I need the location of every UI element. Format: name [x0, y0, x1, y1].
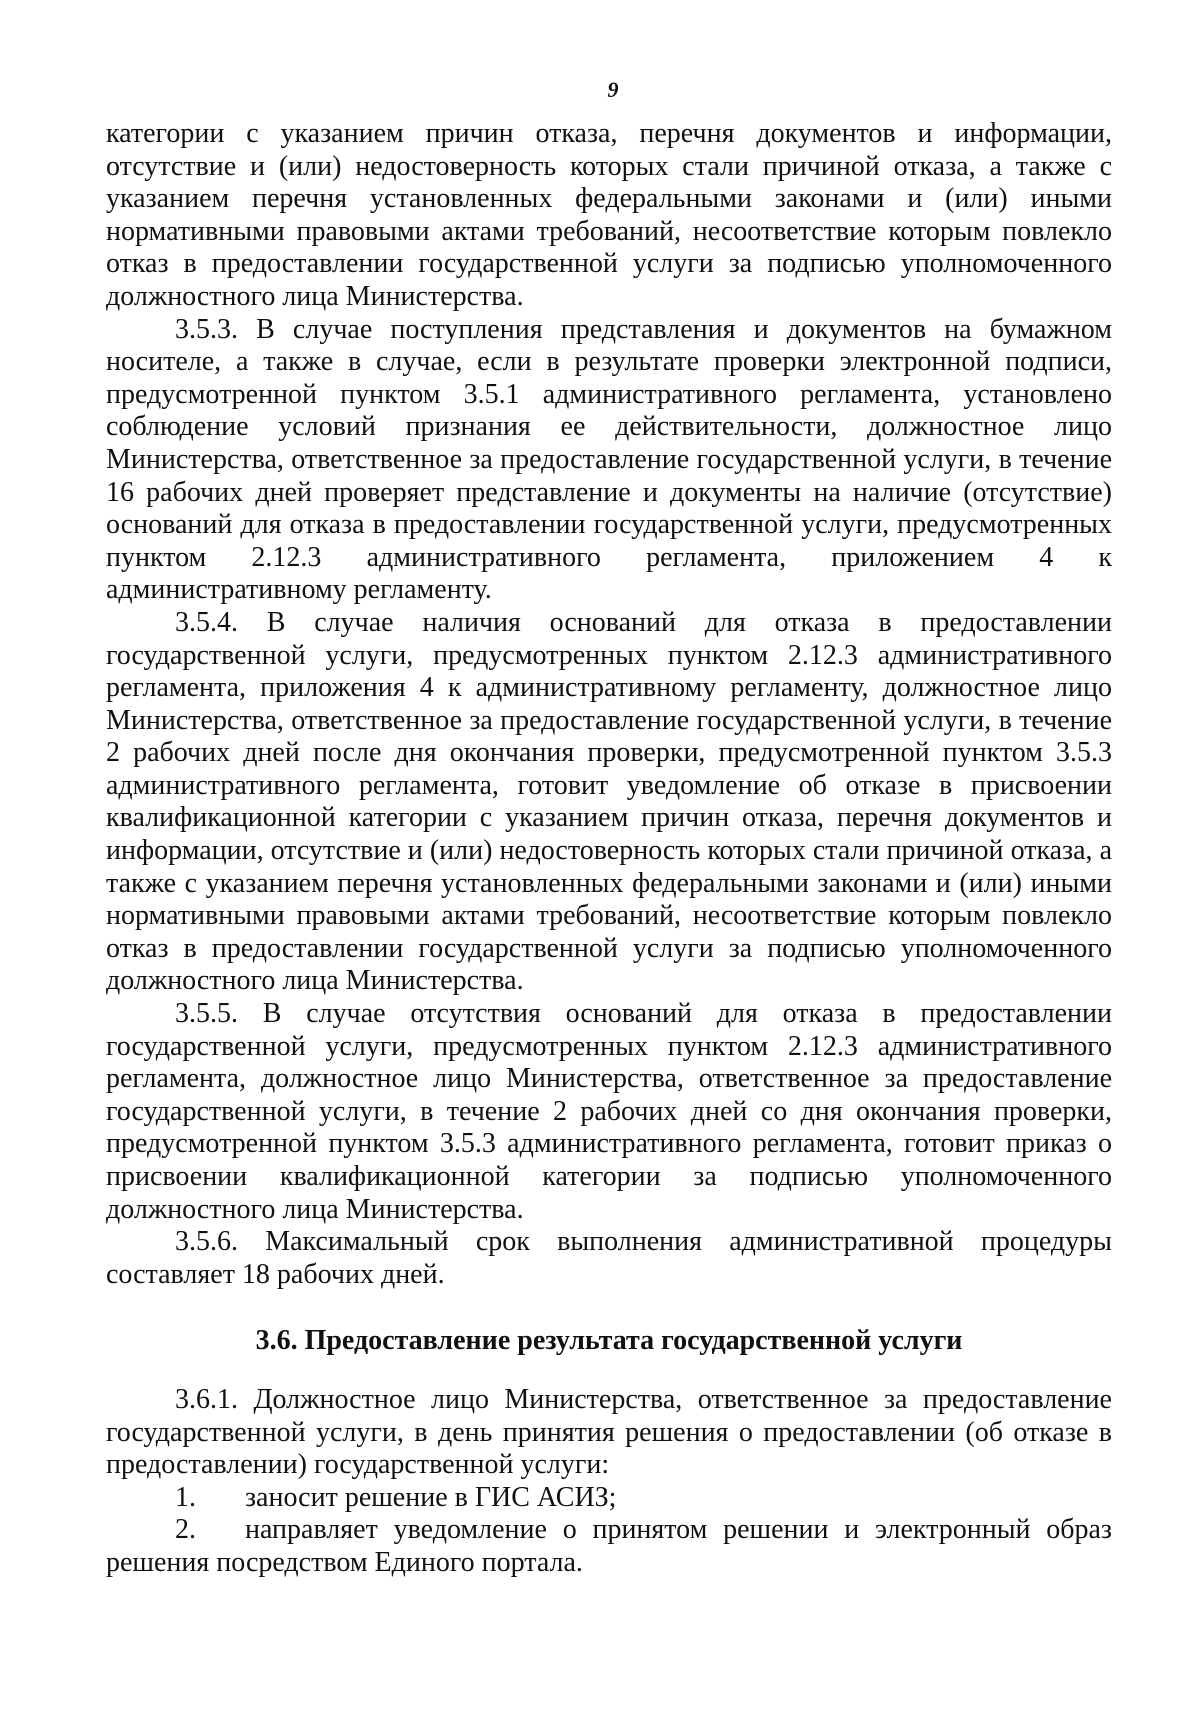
list-item-number: 1. — [175, 1481, 196, 1513]
list-item-2 — [106, 1514, 1112, 1579]
paragraph-3-5-4: 3.5.4. В случае наличия оснований для отказа в предоставлении государственной услуги, предусмотренных пунктом 2.12.3 административного регламента, приложения 4 к административному регламенту, должностное лицо Министерства, ответственное за предоставление государственной услуги, в течение 2 рабочих дней после дня окончания проверки, предусмотренной пунктом 3.5.3 административного регламента, готовит уведомление об отказе в присвоении квалификационной категории с указанием причин отказа, перечня документов и информации, отсутствие и (или) недостоверность которых стали причиной отказа, а также с указанием перечня установленных федеральными законами и (или) иными нормативными правовыми актами требований, несоответствие которым повлекло отказ в предоставлении государственной услуги за подписью уполномоченного должностного лица Министерства. — [106, 606, 1112, 997]
paragraph-3-5-5: 3.5.5. В случае отсутствия оснований для отказа в предоставлении государственной услуги, предусмотренных пунктом 2.12.3 административного регламента, должностное лицо Министерства, ответственное за предоставление государственной услуги, в течение 2 рабочих дней со дня окончания проверки, предусмотренной пунктом 3.5.3 административного регламента, готовит приказ о присвоении квалификационной категории за подписью уполномоченного должностного лица Министерства. — [106, 998, 1112, 1225]
list-item-number: 2. — [175, 1514, 196, 1546]
list-item-text: направляет уведомление о принятом решении и электронный образ решения посредством Единого портала. — [106, 1514, 1112, 1578]
list-item-1 — [106, 1482, 1112, 1515]
paragraph-3-5-6: 3.5.6. Максимальный срок выполнения административной процедуры составляет 18 рабочих дней. — [106, 1226, 1112, 1290]
section-heading-3-6: 3.6. Предоставление результата государственной услуги — [255, 1325, 963, 1357]
page-number: 9 — [607, 77, 619, 102]
list-item-text: заносит решение в ГИС АСИЗ; — [245, 1481, 617, 1513]
document-body — [106, 118, 1112, 1580]
paragraph-3-6-1: 3.6.1. Должностное лицо Министерства, ответственное за предоставление государственной услуги, в день принятия решения о предоставлении (об отказе в предоставлении) государственной услуги: — [106, 1383, 1112, 1481]
paragraph-3-5-3: 3.5.3. В случае поступления представления и документов на бумажном носителе, а также в случае, если в результате проверки электронной подписи, предусмотренной пунктом 3.5.1 административного регламента, установлено соблюдение условий признания ее действительности, должностное лицо Министерства, ответственное за предоставление государственной услуги, в течение 16 рабочих дней проверяет представление и документы на наличие (отсутствие) оснований для отказа в предоставлении государственной услуги, предусмотренных пунктом 2.12.3 административного регламента, приложением 4 к административному регламенту. — [106, 313, 1112, 606]
paragraph-continuation: категории с указанием причин отказа, перечня документов и информации, отсутствие и (или) недостоверность которых стали причиной отказа, а также с указанием перечня установленных федеральными законами и (или) иными нормативными правовыми актами требований, несоответствие которым повлекло отказ в предоставлении государственной услуги за подписью уполномоченного должностного лица Министерства. — [106, 118, 1112, 312]
